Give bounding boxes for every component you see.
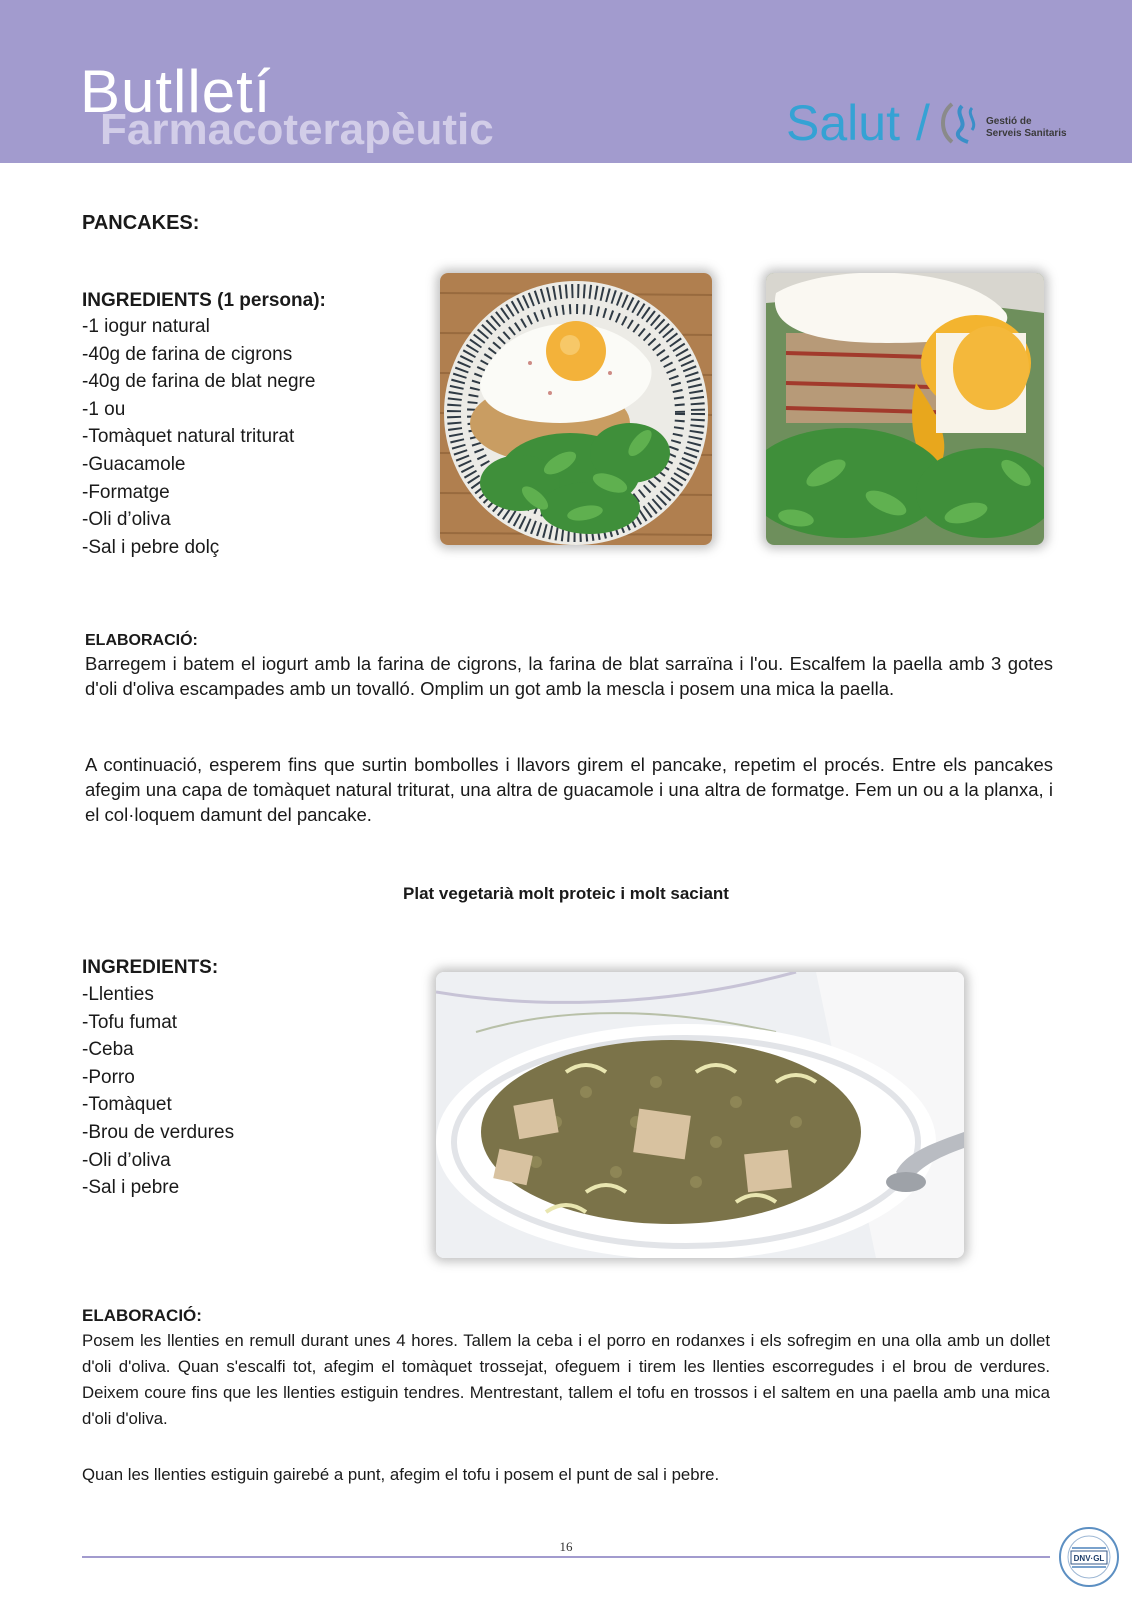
list-item: -Tofu fumat xyxy=(82,1011,178,1033)
seal-label: DNV·GL xyxy=(1073,1554,1105,1563)
page-number: 16 xyxy=(559,1539,573,1554)
bulletin-title: Butlletí xyxy=(80,58,272,125)
recipe2-paragraph-2: Quan les llenties estiguin gairebé a punt, afegim el tofu i posem el punt de sal i pebre. xyxy=(82,1465,720,1484)
recipe1-ingredients-title: INGREDIENTS (1 persona): xyxy=(82,290,326,311)
list-item: -Brou de verdures xyxy=(82,1121,235,1143)
list-item: -Ceba xyxy=(82,1039,134,1061)
gss-logo-icon xyxy=(938,100,980,146)
pancake-photo-1 xyxy=(440,273,712,545)
list-item: -Formatge xyxy=(82,481,170,503)
page-header xyxy=(0,0,1132,163)
recipe1-paragraph-1: Barregem i batem el iogurt amb la farina de cigrons, la farina de blat sarraïna i l'ou. Escalfem la paella amb 3 gotes d'oli d'oliva escampades amb un tovalló. Omplim un got amb la mescla i posem una mica la paella. xyxy=(85,653,1053,699)
list-item: -Oli d’oliva xyxy=(82,509,171,531)
recipe2-paragraph-1: Posem les llenties en remull durant unes 4 hores. Tallem la ceba i el porro en rodanxes i els sofregim en una olla amb un dollet d'oli d'oliva. Quan s'escalfi tot, afegim el tomàquet trossejat, ofeguem i tirem les llenties escorregudes i el brou de verdures. Deixem coure fins que les llenties estiguin tendres. Mentrestant, tallem el tofu en trossos i el saltem en una paella amb una mica d'oli d'oliva. xyxy=(82,1331,1050,1428)
list-item: -Llenties xyxy=(82,984,154,1005)
bulletin-subtitle: Farmacoterapèutic xyxy=(100,105,494,154)
recipe2-ingredients-title: INGREDIENTS: xyxy=(82,957,219,978)
list-item: -Tomàquet natural triturat xyxy=(82,426,295,448)
recipe1-title: PANCAKES: xyxy=(82,212,200,234)
salut-logo-word: Salut xyxy=(786,95,900,151)
recipe2-caption: Plat vegetarià molt proteic i molt saciant xyxy=(403,884,729,903)
list-item: -1 ou xyxy=(82,398,126,420)
footer-divider xyxy=(82,1556,1050,1558)
list-item: -Guacamole xyxy=(82,453,186,475)
salut-logo-subtitle: Gestió de Serveis Sanitaris xyxy=(986,116,1067,139)
list-item: -40g de farina de cigrons xyxy=(82,343,293,365)
list-item: -40g de farina de blat negre xyxy=(82,371,316,393)
recipe1-paragraph-2: A continuació, esperem fins que surtin bombolles i llavors girem el pancake, repetim el procés. Entre els pancakes afegim una capa de tomàquet natural triturat, una altra de guacamole i una altra de formatge. Fem un ou a la planxa, i el col·loquem damunt del pancake. xyxy=(85,754,1053,825)
list-item: -Sal i pebre xyxy=(82,1177,180,1199)
list-item: -1 iogur natural xyxy=(82,316,210,337)
list-item: -Oli d’oliva xyxy=(82,1149,171,1171)
lentils-photo xyxy=(436,972,964,1258)
pancake-photo-2 xyxy=(766,273,1044,545)
recipe1-ingredient-list xyxy=(82,313,315,561)
list-item: -Porro xyxy=(82,1066,135,1088)
list-item: -Sal i pebre dolç xyxy=(82,536,220,558)
salut-logo-slash: / xyxy=(916,95,930,151)
recipe2-elaboration-title: ELABORACIÓ: xyxy=(82,1306,202,1325)
certification-seal xyxy=(1058,1526,1120,1588)
recipe1-elaboration-title: ELABORACIÓ: xyxy=(85,632,198,649)
recipe2-ingredient-list xyxy=(82,981,234,1202)
list-item: -Tomàquet xyxy=(82,1094,172,1116)
